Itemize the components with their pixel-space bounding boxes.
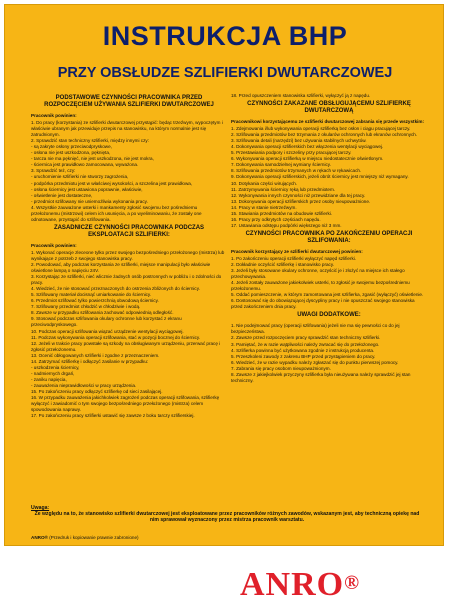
section-forbidden-list [231,126,427,229]
list-item: 3. Pamiętać, że w razie wątpliwości należy zwracać się do przełożonego. [231,341,380,347]
list-item: 3. Jeżeli były stosowane okulary ochronne, oczyścić je i złożyć na miejsce ich stałego przechowywania. [231,268,405,280]
list-item: 17. Ustawiania odstępu podpórki większego niż 3 mm. [231,222,342,228]
list-item: 6. Przedmiot szlifować tylko powierzchnią obwodową ściernicy. [31,298,159,304]
bottom-note-text: Ze względu na to, że stanowisko szlifierki dwutarczowej jest eksploatowane przez pracowników różnych zawodów, wskazanym jest, aby techniczną opiekę nad nim sprawował wyznaczony przez mistrza pracownik warsztatu. [34,511,420,524]
list-item: - podpórka przedmiotu jest w właściwej wysokości, a szczelina jest prawidłowa, [31,180,193,186]
list-item: 6. Dostosować się do obowiązującej dyscypliny pracy i nie opuszczać swojego stanowiska przed zakończeniem dnia pracy. [231,298,415,310]
section-after-work-sub: Pracownik korzystający ze szlifierki dwutarczowej powinien: [231,248,363,254]
footer-brand: ANRO® [31,535,48,540]
section-operation-title: ZASADNICZE CZYNNOŚCI PRACOWNIKA PODCZAS EKSPLOATACJI SZLIFIERKI: [53,224,205,238]
list-item: 16. W przypadku zauważenia jakichkolwiek zagrożeń podczas operacji szlifowania, szlifierkę wyłączyć i zawiadomić o tym swojego bezpośredniego przełożonego (mistrza) celem spowodowania naprawy. [31,395,220,413]
list-item: 6. Wiedzieć, że w razie wypadku należy zgłaszać się do punktu pierwszej pomocy. [231,359,399,365]
list-item: 4. Wiedzieć, że nie stosować przeznaczonych do ostrzenia zbliżonych do ściernicy. [31,286,200,292]
right-column [231,93,427,384]
list-item: 13. Dokonywania operacji szlifierskich przez osoby nieupoważnione. [231,198,371,204]
list-item: - przedmiot szlifowany nie uniemożliwia wykonania pracy. [31,198,148,204]
list-item: 2. Dokładnie oczyścić szlifierkę i stanowisko pracy. [231,261,335,267]
list-item: 5. Przestawiania podpory i szczeliny przy pracującej tarczy. [231,150,352,156]
list-item: 13. Ocenić obłogowanych szlifierki i zgodne z przeznaczeniem. [31,352,160,358]
section-operation-sub: Pracownik powinien: [31,242,77,248]
list-item: 1. Do pracy (korzystania) ze szlifierki dwutarczowej przystąpić: będąc trzeźwym, wypoczętym i właściwie ubranym jak przewiduje przepis na stanowisku, na którym normalnie jest się zatrudnionym. [31,120,223,138]
list-item: 2. Zawsze przed rozpoczęciem pracy sprawdzić stan techniczny szlifierki. [231,335,381,341]
list-item: - uruchomienie szlifierki nie stworzy zagrożenia, [31,174,129,180]
sign-subtitle: PRZY OBSŁUDZE SZLIFIERKI DWUTARCZOWEJ [57,65,393,81]
safety-instruction-sign [4,4,444,546]
section-after-work-title: CZYNNOŚCI PRACOWNIKA PO ZAKOŃCZENIU OPERACJI SZLIFOWANIA: [245,230,413,244]
left-column [31,93,227,419]
list-item: 15. Stawiania przedmiotów na obudowie szlifierki. [231,210,333,216]
section-notes-list [231,323,427,383]
sign-title: INSTRUKCJA BHP [102,21,348,51]
sign-footer [31,535,139,540]
section-notes-title: UWAGI DODATKOWE: [297,312,361,319]
list-item: 4. Szlifierka powinna być użytkowana zgodnie z instrukcją producenta. [231,347,375,353]
list-item: 11. Zatrzymywania ściernicy ręką lub przedmiotem. [231,186,336,192]
list-item: 2. Szlifowania przedmiotów bez trzymania z okularów ochronnych lub ekranów ochronnych. [231,132,418,138]
section-after-work-list [231,256,427,310]
list-item: 1. Zdejmowania i/lub wykonywania operacji szlifierką bez osłon i ciągu pracującej tarczy. [231,126,411,132]
section-before-work-list [31,120,227,223]
list-item: - zauważenia nieprawidłowości w pracy urządzenia. [31,382,137,388]
list-item: 1. Wykonać operacje zleceone tylko przez swojego bezpośredniego przełożonego (mistrza) lub wynikające z potrzeb z swojego stanowiska pracy. [31,249,225,261]
bottom-note-block [31,505,423,524]
section-forbidden-sub: Pracownikowi korzystającemu ze szlifierki dwutarczowej zabrania się przede wszystkim: [231,119,425,125]
list-item: 7. Zabrania się pracy osobom nieupoważnionym. [231,365,331,371]
bottom-note-label: Uwaga: [31,505,50,511]
list-item: 7. Dokonywania samodzielnej wymiany ściernicy. [231,162,331,168]
list-item: 8. Szlifowania przedmiotów trzymanych w rękach w rękawicach. [231,168,362,174]
list-item: 11. Podczas wykonywania operacji szlifowania, stać w pozycji bocznej do ściernicy. [31,334,201,340]
list-item: - oświetlenie jest dostateczne, [31,192,93,198]
list-item: 9. Stosować podczas szlifowania okulary ochronne lub korzystać z ekranu przeciwodpryskowego. [31,316,182,328]
section-operation-list [31,250,227,395]
section-forbidden-title: CZYNNOŚCI ZAKAZANE OBSŁUGUJĄCEMU SZLIFIERKĘ DWUTARCZOWĄ [247,101,411,115]
section-before-work-sub: Pracownik powinien: [31,113,77,118]
list-item: - osłona ściernicy jest ustawiona poprawnie, właściwie, [31,186,143,192]
list-item: 6. Wykonywania operacji szlifierką w miejscu niedostatecznie oświetlonym. [231,156,384,162]
list-item: 15. Po zakończeniu pracy odłączyć szlifierkę od sieci zasilającej. [31,388,163,394]
registered-mark: ® [344,572,361,594]
list-item: 8. Zawsze w przypadku szlifowania zachować odpowiednią odległość. [31,310,174,316]
list-item: 17. Po zakończeniu pracy szlifierki ustawić się zawsze z boku tarczy szlifierskiej. [31,413,195,419]
list-item: 3. Korzystając ze szlifierki, nieć wlicznie żadnych osób postronnych w pobliżu i o zdolności do pracy. [31,274,222,286]
list-item: 3. Sprawdzić też, czy: [31,168,76,174]
list-item: 4. Jeżeli zostały zauważone jakiekolwiek usterki, to zgłosić je swojemu bezpośredniemu przełożonemu. [231,280,410,292]
list-item: - ściernica jest prawidłowo zamocowana, wyważona. [31,162,139,168]
list-item: 1. Nie podejmować pracy (operacji szlifowania) jeżeli nie ma się pewności co do jej bezpieczeństwa. [231,323,400,335]
list-item: 10. Podczas operacji szlifowania wiązać urządzenie wentylacji wyciągowej. [31,328,184,334]
list-item: 4. Wszystkie zauważone usterki i mankamenty zgłosić swojemu bez pośredniemu przełożonemu (mistrzowi) celem ich usunięcia, a po wyeliminowaniu, że zostały one odnotowane, przystąpić do szlifowania. [31,204,202,222]
logo-text: ANRO [240,566,345,603]
list-item: 14. Zatrzymać szlifierkę i odłączyć zasilanie w przypadku: [31,358,149,364]
list-item: 2. Sprawdzić stan techniczny szlifierki, między innymi czy: [31,138,149,144]
list-item: 5. Oddać pomieszczenie, w którym zamontowana jest szlifierka, zgasić (wyłączyć) oświetlenie. [231,292,424,298]
footer-text: (Przedruk i kopiowanie prawnie zabronione) [49,535,139,540]
list-item: 8. Zawsze z jakiejkolwiek przyczyny szlifierka była nieużywana należy sprawdzić jej stan techniczny. [231,371,411,383]
list-item: 1. Po zakończeniu operacji szlifierki wyłączyć napęd szlifierki. [231,255,357,261]
list-item: 2. Powodować, aby podczas korzystania ze szlifierki, miejsce manipulacji było właściwie oświetlone lampą o napięciu 24V. [31,261,211,274]
list-item: 4. Dokonywania operacji szlifierskich bez włączenia wentylacji wyciągowej. [231,144,384,150]
list-item: - uszkodzenia ściernicy, [31,364,80,370]
right-top-item: 18. Przed opuszczeniem stanowiska szlifierki, wyłączyć ją z napędu. [231,93,371,98]
list-item: - nadmiernych drgań, [31,370,75,376]
list-item: 12. Jeżeli w trakcie pracy powstałe są szkody na obsługiwanym urządzeniu, przerwać pracę i zgłosić przełożonemu. [31,340,221,352]
list-item: 12. Wykonywania innych czynności niż przewidziane dla tej pracy. [231,192,366,198]
list-item: 14. Pracy w stanie nietrzeźwym. [231,204,297,210]
list-item: 7. Szlifowany przedmiot chłodzić w chłodziwie i wodą. [31,304,141,310]
list-item: - są zakryte osłony przeciwodpryskowe, [31,144,112,150]
list-item: - osłona nie jest uszkodzona, pęknięta, [31,150,111,156]
list-item: 9. Dokonywania operacji szlifierskich, jeżeli obrót ściernicy jest mniejszy niż wymagany. [231,174,409,180]
section-before-work-title: PODSTAWOWE CZYNNOŚCI PRACOWNIKA PRZED ROZPOCZĘCIEM UŻYWANIA SZLIFIERKI DWUTARCZOWEJ [44,95,214,108]
list-item: - tarcza nie ma pęknięć, nie jest uszkodzona, nie jest mokra, [31,156,154,162]
list-item: 5. Przeszkoleni zawody z zakresu BHP przed przystąpieniem do pracy. [231,353,376,359]
list-item: 16. Pracy przy odkrytych częściach napędu. [231,216,321,222]
list-item: 3. Szlifowania detali (narzędzi) bez używania stabilnych uchwytów. [231,138,367,144]
anro-logo [240,568,360,602]
section-operation-list-more [31,395,227,419]
list-item: 5. Szlifowany materiał docisnąć umiarkowanie do ściernicy. [31,292,152,298]
list-item: - zaniku napięcia, [31,376,67,382]
list-item: 10. Dotykania części wirujących. [231,180,298,186]
